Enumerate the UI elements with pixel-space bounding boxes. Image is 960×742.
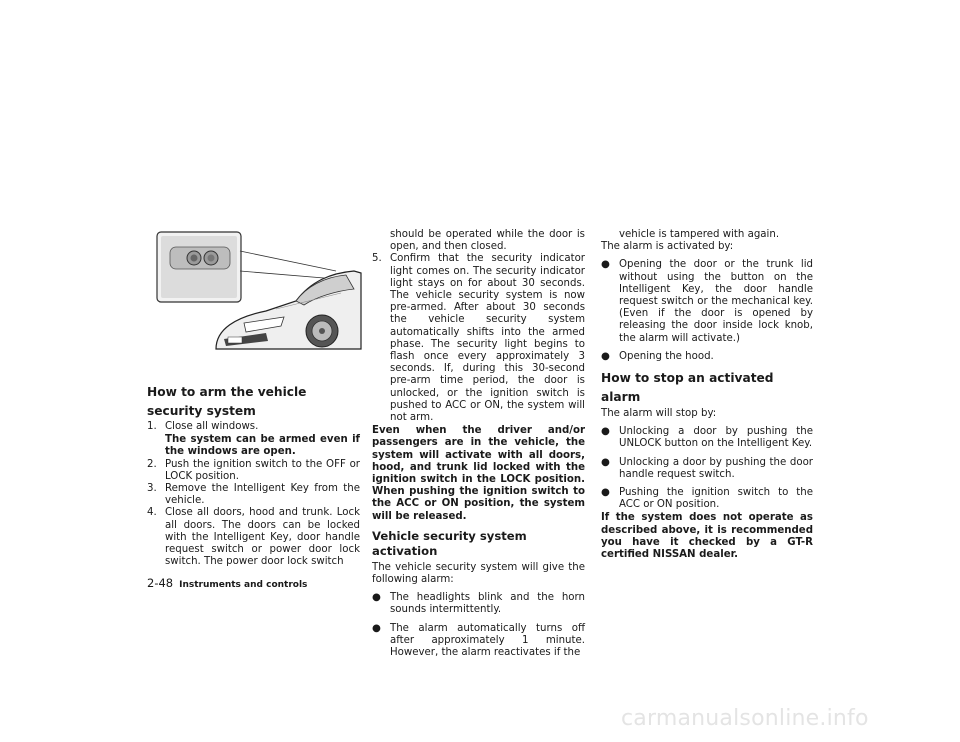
arm-bold-note: Even when the driver and/or passengers are in the vehicle, the system will activate with all doors, hood, and trunk lid locked with the ignition switch in the LOCK position. When pushing the ignition switch to the ACC or ON position, the system will be released. <box>372 425 585 522</box>
step-text: Remove the Intelligent Key from the vehicle. <box>165 483 360 507</box>
arm-step-3 <box>147 483 360 507</box>
stop-bullet-2 <box>601 457 813 481</box>
activated-by-intro: The alarm is activated by: <box>601 241 734 253</box>
arm-step-1 <box>147 421 360 459</box>
bullet-text: Unlocking a door by pushing the UNLOCK button on the Intelligent Key. <box>619 426 813 450</box>
watermark: carmanualsonline.info <box>621 706 869 731</box>
step-number: 5. <box>372 253 382 265</box>
arm-step-5 <box>372 253 585 424</box>
activated-by-bullet-2 <box>601 351 813 363</box>
stop-alarm-intro: The alarm will stop by: <box>601 408 717 420</box>
arm-step-2 <box>147 459 360 483</box>
bullet-text: The headlights blink and the horn sounds intermittently. <box>390 592 585 616</box>
step-text: Push the ignition switch to the OFF or LOCK position. <box>165 458 360 482</box>
stop-bullet-1 <box>601 426 813 450</box>
arm-step-4 <box>147 507 360 568</box>
bullet-icon: ● <box>601 456 610 468</box>
step-number: 1. <box>147 421 157 432</box>
step-number: 3. <box>147 483 157 495</box>
bullet-icon: ● <box>601 350 610 362</box>
bullet-icon: ● <box>372 592 381 604</box>
page-number: 2-48 <box>147 576 174 590</box>
arm-steps-list <box>147 421 360 568</box>
activated-by-bullet-1 <box>601 259 813 344</box>
bullet-text: Pushing the ignition switch to the ACC or ON position. <box>619 487 813 511</box>
bullet-icon: ● <box>601 487 610 499</box>
step-text: Close all windows. <box>165 421 259 432</box>
bullet-text: Opening the hood. <box>619 350 714 362</box>
section-title: Instruments and controls <box>179 580 308 590</box>
step-note: The system can be armed even if the windows are open. <box>165 434 360 458</box>
step-number: 2. <box>147 458 157 470</box>
activation-section-heading: Vehicle security system activation <box>372 528 527 558</box>
step-number: 4. <box>147 507 157 519</box>
bullet-icon: ● <box>372 622 381 634</box>
bullet-text: Unlocking a door by pushing the door handle request switch. <box>619 456 813 480</box>
activation-bullet-1 <box>372 592 585 616</box>
bullet-text: Opening the door or the trunk lid without using the button on the Intelligent Key, the door handle request switch or the mechanical key. (Even if the door is opened by releasing the door inside lock knob, the alarm will activate.) <box>619 259 813 344</box>
stop-alarm-heading: How to stop an activated alarm <box>601 371 774 405</box>
alarm-continued: vehicle is tampered with again. <box>619 229 780 240</box>
page-footer <box>147 576 307 590</box>
bullet-text: The alarm automatically turns off after approximately 1 minute. However, the alarm reactivates if the <box>390 622 585 659</box>
arm-section-heading: How to arm the vehicle security system <box>147 385 307 418</box>
bullet-icon: ● <box>601 259 610 271</box>
bullet-icon: ● <box>601 426 610 438</box>
activation-bullet-2 <box>372 623 585 660</box>
stop-bullet-3 <box>601 487 813 511</box>
step-text: Confirm that the security indicator light comes on. The security indicator light stays on for about 30 seconds. The vehicle security system is now pre-armed. After about 30 seconds the vehicle security system automatically shifts into the armed phase. The security light begins to flash once every approximately 3 seconds. If, during this 30-second pre-arm time period, the door is unlocked, or the ignition switch is pushed to ACC or ON, the system will not arm. <box>390 253 585 424</box>
step-4-continued: should be operated while the door is open, and then closed. <box>390 229 585 253</box>
car-security-illustration <box>156 231 362 351</box>
activation-intro: The vehicle security system will give the following alarm: <box>372 561 585 586</box>
dealer-bold-note: If the system does not operate as described above, it is recommended you have it checked by a GT-R certified NISSAN dealer. <box>601 512 813 561</box>
step-text: Close all doors, hood and trunk. Lock all doors. The doors can be locked with the Intelligent Key, door handle request switch or power door lock switch. The power door lock switch <box>165 507 360 568</box>
